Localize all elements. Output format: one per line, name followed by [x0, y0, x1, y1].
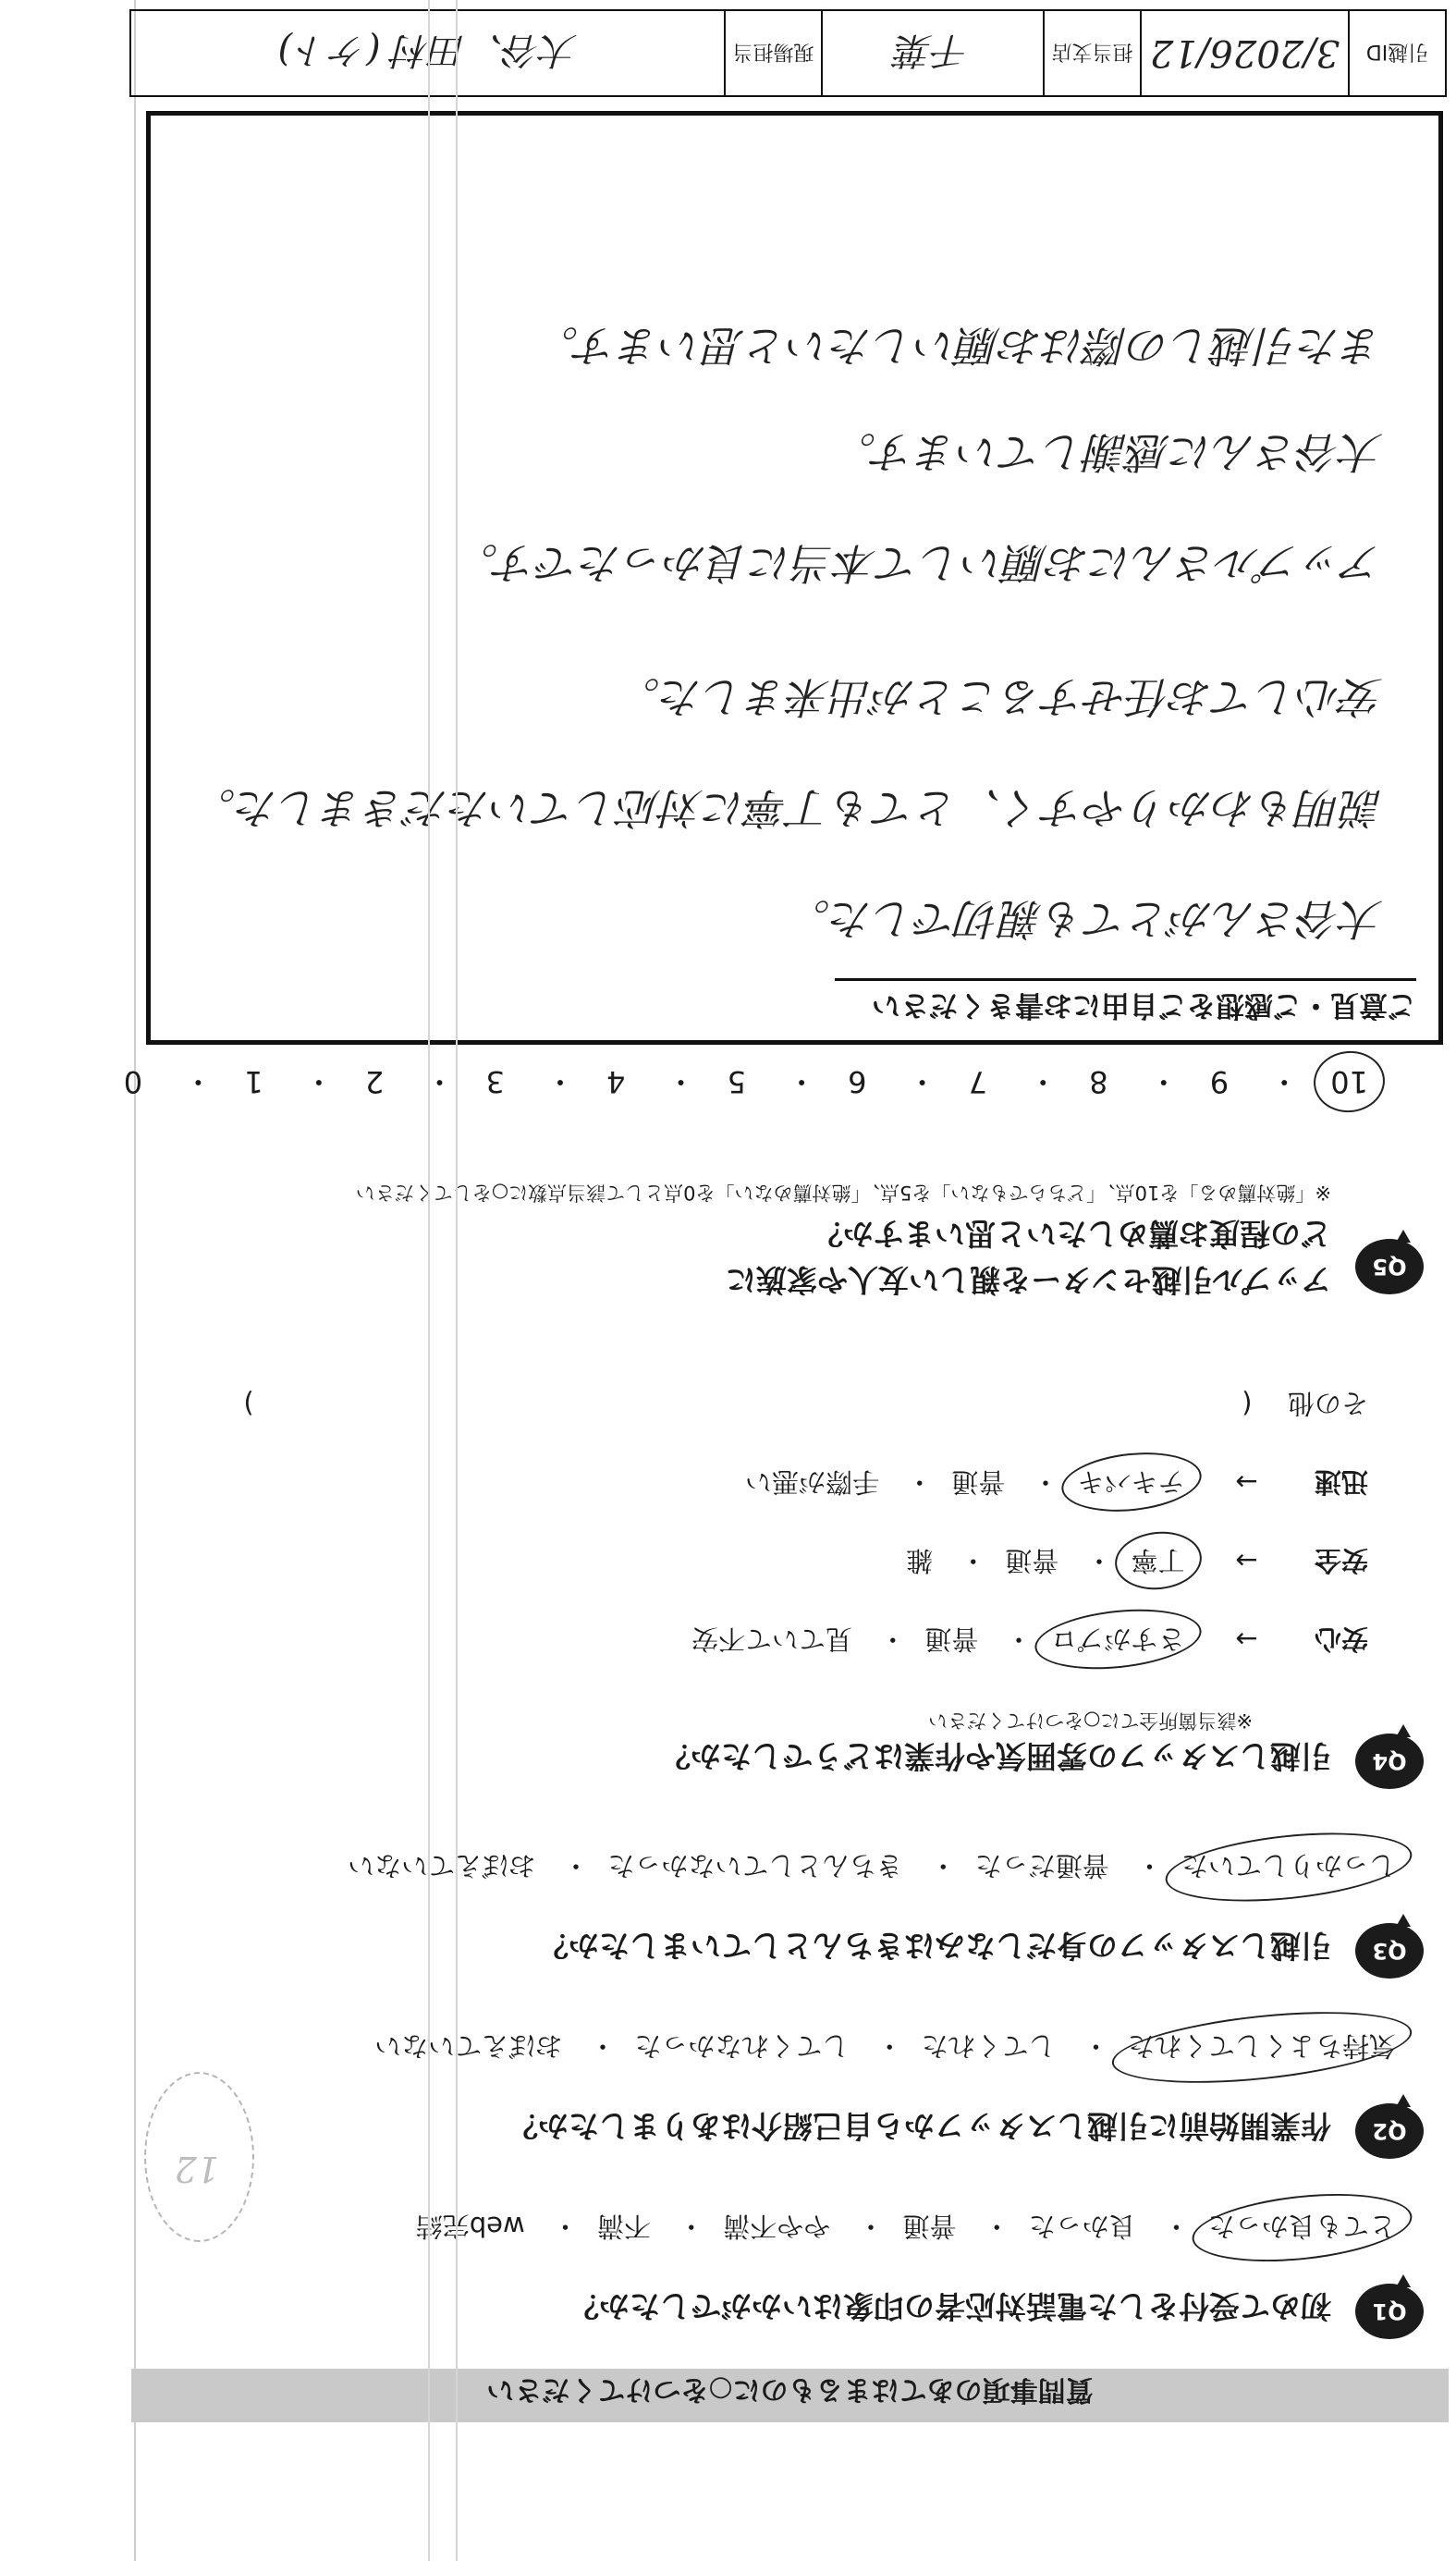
q4-row-anzen: 安全 → 丁寧・ 普通・ 雑	[906, 1543, 1368, 1581]
q4-row-jinsoku: 迅速 → テキパキ・ 普通・ 手際が悪い	[745, 1464, 1368, 1502]
arrow-right-icon: →	[1235, 1466, 1258, 1498]
q1-badge: Q1	[1355, 2284, 1424, 2339]
comment-line-2: 説明もわかりやすく、とても丁寧に対応していただきました。	[192, 783, 1383, 833]
footer-leader-label: 現場担当	[732, 40, 814, 63]
q4-badge: Q4	[1355, 1734, 1424, 1789]
q2-option-gladly[interactable]: 気持ちよくしてくれた	[1128, 2028, 1396, 2066]
score-2[interactable]: 2	[364, 1064, 385, 1099]
q4-row-anshin: 安心 → さすがプロ・ 普通・ 見ていて不安	[691, 1622, 1368, 1660]
q4-row-label: 安心	[1314, 1624, 1368, 1655]
q3-text: 引越しスタッフの身だしなみはきちんとしていましたか？	[538, 1928, 1331, 1964]
q4-option-normal[interactable]: 普通	[1005, 1545, 1059, 1576]
q1-option-unsatisfied[interactable]: 不満	[596, 2211, 651, 2242]
q5-text-line2: どの程度お薦めしたいと思いますか？	[813, 1216, 1331, 1252]
scanner-stripe	[428, 0, 458, 2561]
arrow-right-icon: →	[1235, 1624, 1258, 1655]
q5-score-scale: 10・ 9・ 8・ 7・ 6・ 5・ 4・ 3・ 2・ 1・ 0	[123, 1064, 1368, 1099]
instruction-bar	[131, 2369, 1449, 2422]
q2-badge: Q2	[1355, 2103, 1424, 2159]
footer-branch-value[interactable]: 千葉	[896, 29, 970, 71]
q4-other-close: )	[243, 1388, 254, 1419]
footer-branch-label: 担当支店	[1051, 40, 1133, 63]
arrow-right-icon: →	[1235, 1545, 1258, 1576]
footer-id-value[interactable]: 3/2026/12	[1149, 31, 1340, 75]
instruction-text: 質問事項のあてはまるものに○をつけてください	[486, 2373, 1094, 2406]
q1-option-web[interactable]: web完結	[415, 2211, 525, 2242]
q4-option-normal[interactable]: 普通	[951, 1466, 1006, 1498]
q3-option-neat[interactable]: しっかりしていた	[1181, 1848, 1396, 1886]
q2-text: 作業開始前に引越しスタッフから自己紹介はありましたか？	[508, 2108, 1331, 2144]
q2-option-yes[interactable]: してくれた	[921, 2030, 1056, 2062]
q4-text: 引越しスタッフの雰囲気や作業はどうでしたか？	[660, 1738, 1331, 1774]
footer-id-label: 引越ID	[1365, 40, 1429, 63]
q4-other-open: (	[1242, 1388, 1253, 1419]
q5-text-line1: アップル引越センターを親しい友人や家族に	[725, 1262, 1331, 1298]
stamp-text: 12	[174, 2149, 219, 2189]
faint-stamp	[144, 2072, 254, 2242]
q1-options: とても良かった・ 良かった・ 普通・ やや不満・ 不満・ web完結	[416, 2209, 1396, 2247]
q3-badge: Q3	[1355, 1923, 1424, 1979]
comment-box[interactable]	[146, 111, 1443, 1045]
score-6[interactable]: 6	[848, 1064, 867, 1099]
q1-text: 初めて受付をした電話対応者の印象はいかがでしたか？	[569, 2288, 1331, 2324]
footer-leader-value[interactable]: 大谷、田村 (ケト)	[277, 29, 578, 71]
q5-note: ※「絶対薦める」を10点、「どちらでもない」を5点、「絶対薦めない」を0点として該当点数に○をしてください	[355, 1182, 1331, 1204]
q2-options: 気持ちよくしてくれた・ してくれた・ してくれなかった・ おぼえていない	[374, 2028, 1396, 2066]
q2-option-dont-remember[interactable]: おぼえていない	[374, 2030, 563, 2062]
q1-option-slightly-unsatisfied[interactable]: やや不満	[723, 2211, 831, 2242]
footer-table	[129, 9, 1447, 97]
q4-option-quick[interactable]: テキパキ	[1077, 1466, 1185, 1498]
q1-option-very-good[interactable]: とても良かった	[1208, 2209, 1396, 2247]
comment-line-4: アップルさんにお願いして本当に良かったです。	[455, 538, 1383, 588]
q4-option-clumsy[interactable]: 手際が悪い	[745, 1466, 880, 1498]
comment-line-1: 大谷さんがとても親切でした。	[788, 894, 1383, 944]
q1-option-normal[interactable]: 普通	[902, 2211, 957, 2242]
comment-line-6: また引越しの際はお願いしたいと思います。	[535, 321, 1383, 371]
score-3[interactable]: 3	[485, 1064, 505, 1099]
q4-other-label: その他	[1287, 1388, 1368, 1419]
q2-option-no[interactable]: してくれなかった	[634, 2030, 850, 2062]
score-9[interactable]: 9	[1209, 1064, 1230, 1099]
q4-option-pro[interactable]: さすがプロ	[1050, 1624, 1185, 1655]
q4-option-rough[interactable]: 雑	[906, 1545, 934, 1576]
q3-option-normal[interactable]: 普通だった	[974, 1850, 1109, 1881]
q4-option-careful[interactable]: 丁寧	[1131, 1545, 1185, 1576]
score-7[interactable]: 7	[968, 1064, 987, 1099]
q4-note: ※該当箇所全てに○をつけてください	[928, 1709, 1253, 1732]
q4-row-label: 迅速	[1314, 1466, 1368, 1498]
q4-other	[243, 1386, 1368, 1424]
comment-line-5: 大谷さんに感謝しています。	[833, 427, 1383, 477]
q1-option-good[interactable]: 良かった	[1028, 2211, 1136, 2242]
score-10[interactable]: 10	[1330, 1064, 1368, 1099]
comment-line-3: 安心してお任せすることが出来ました。	[618, 672, 1383, 722]
score-8[interactable]: 8	[1089, 1064, 1108, 1099]
q4-option-uneasy[interactable]: 見ていて不安	[691, 1624, 853, 1655]
q3-option-dont-remember[interactable]: おぼえていない	[348, 1850, 536, 1881]
q5-badge: Q5	[1355, 1239, 1424, 1294]
q3-options: しっかりしていた・ 普通だった・ きちんとしていなかった・ おぼえていない	[348, 1848, 1396, 1886]
score-5[interactable]: 5	[727, 1064, 746, 1099]
score-0[interactable]: 0	[123, 1064, 143, 1099]
score-4[interactable]: 4	[606, 1064, 626, 1099]
q4-option-normal[interactable]: 普通	[924, 1624, 979, 1655]
q3-option-not-neat[interactable]: きちんとしていなかった	[607, 1850, 903, 1881]
comment-heading: ご意見・ご感想をご自由にお書きください	[872, 987, 1416, 1029]
score-1[interactable]: 1	[244, 1064, 263, 1099]
q4-row-label: 安全	[1314, 1545, 1368, 1576]
